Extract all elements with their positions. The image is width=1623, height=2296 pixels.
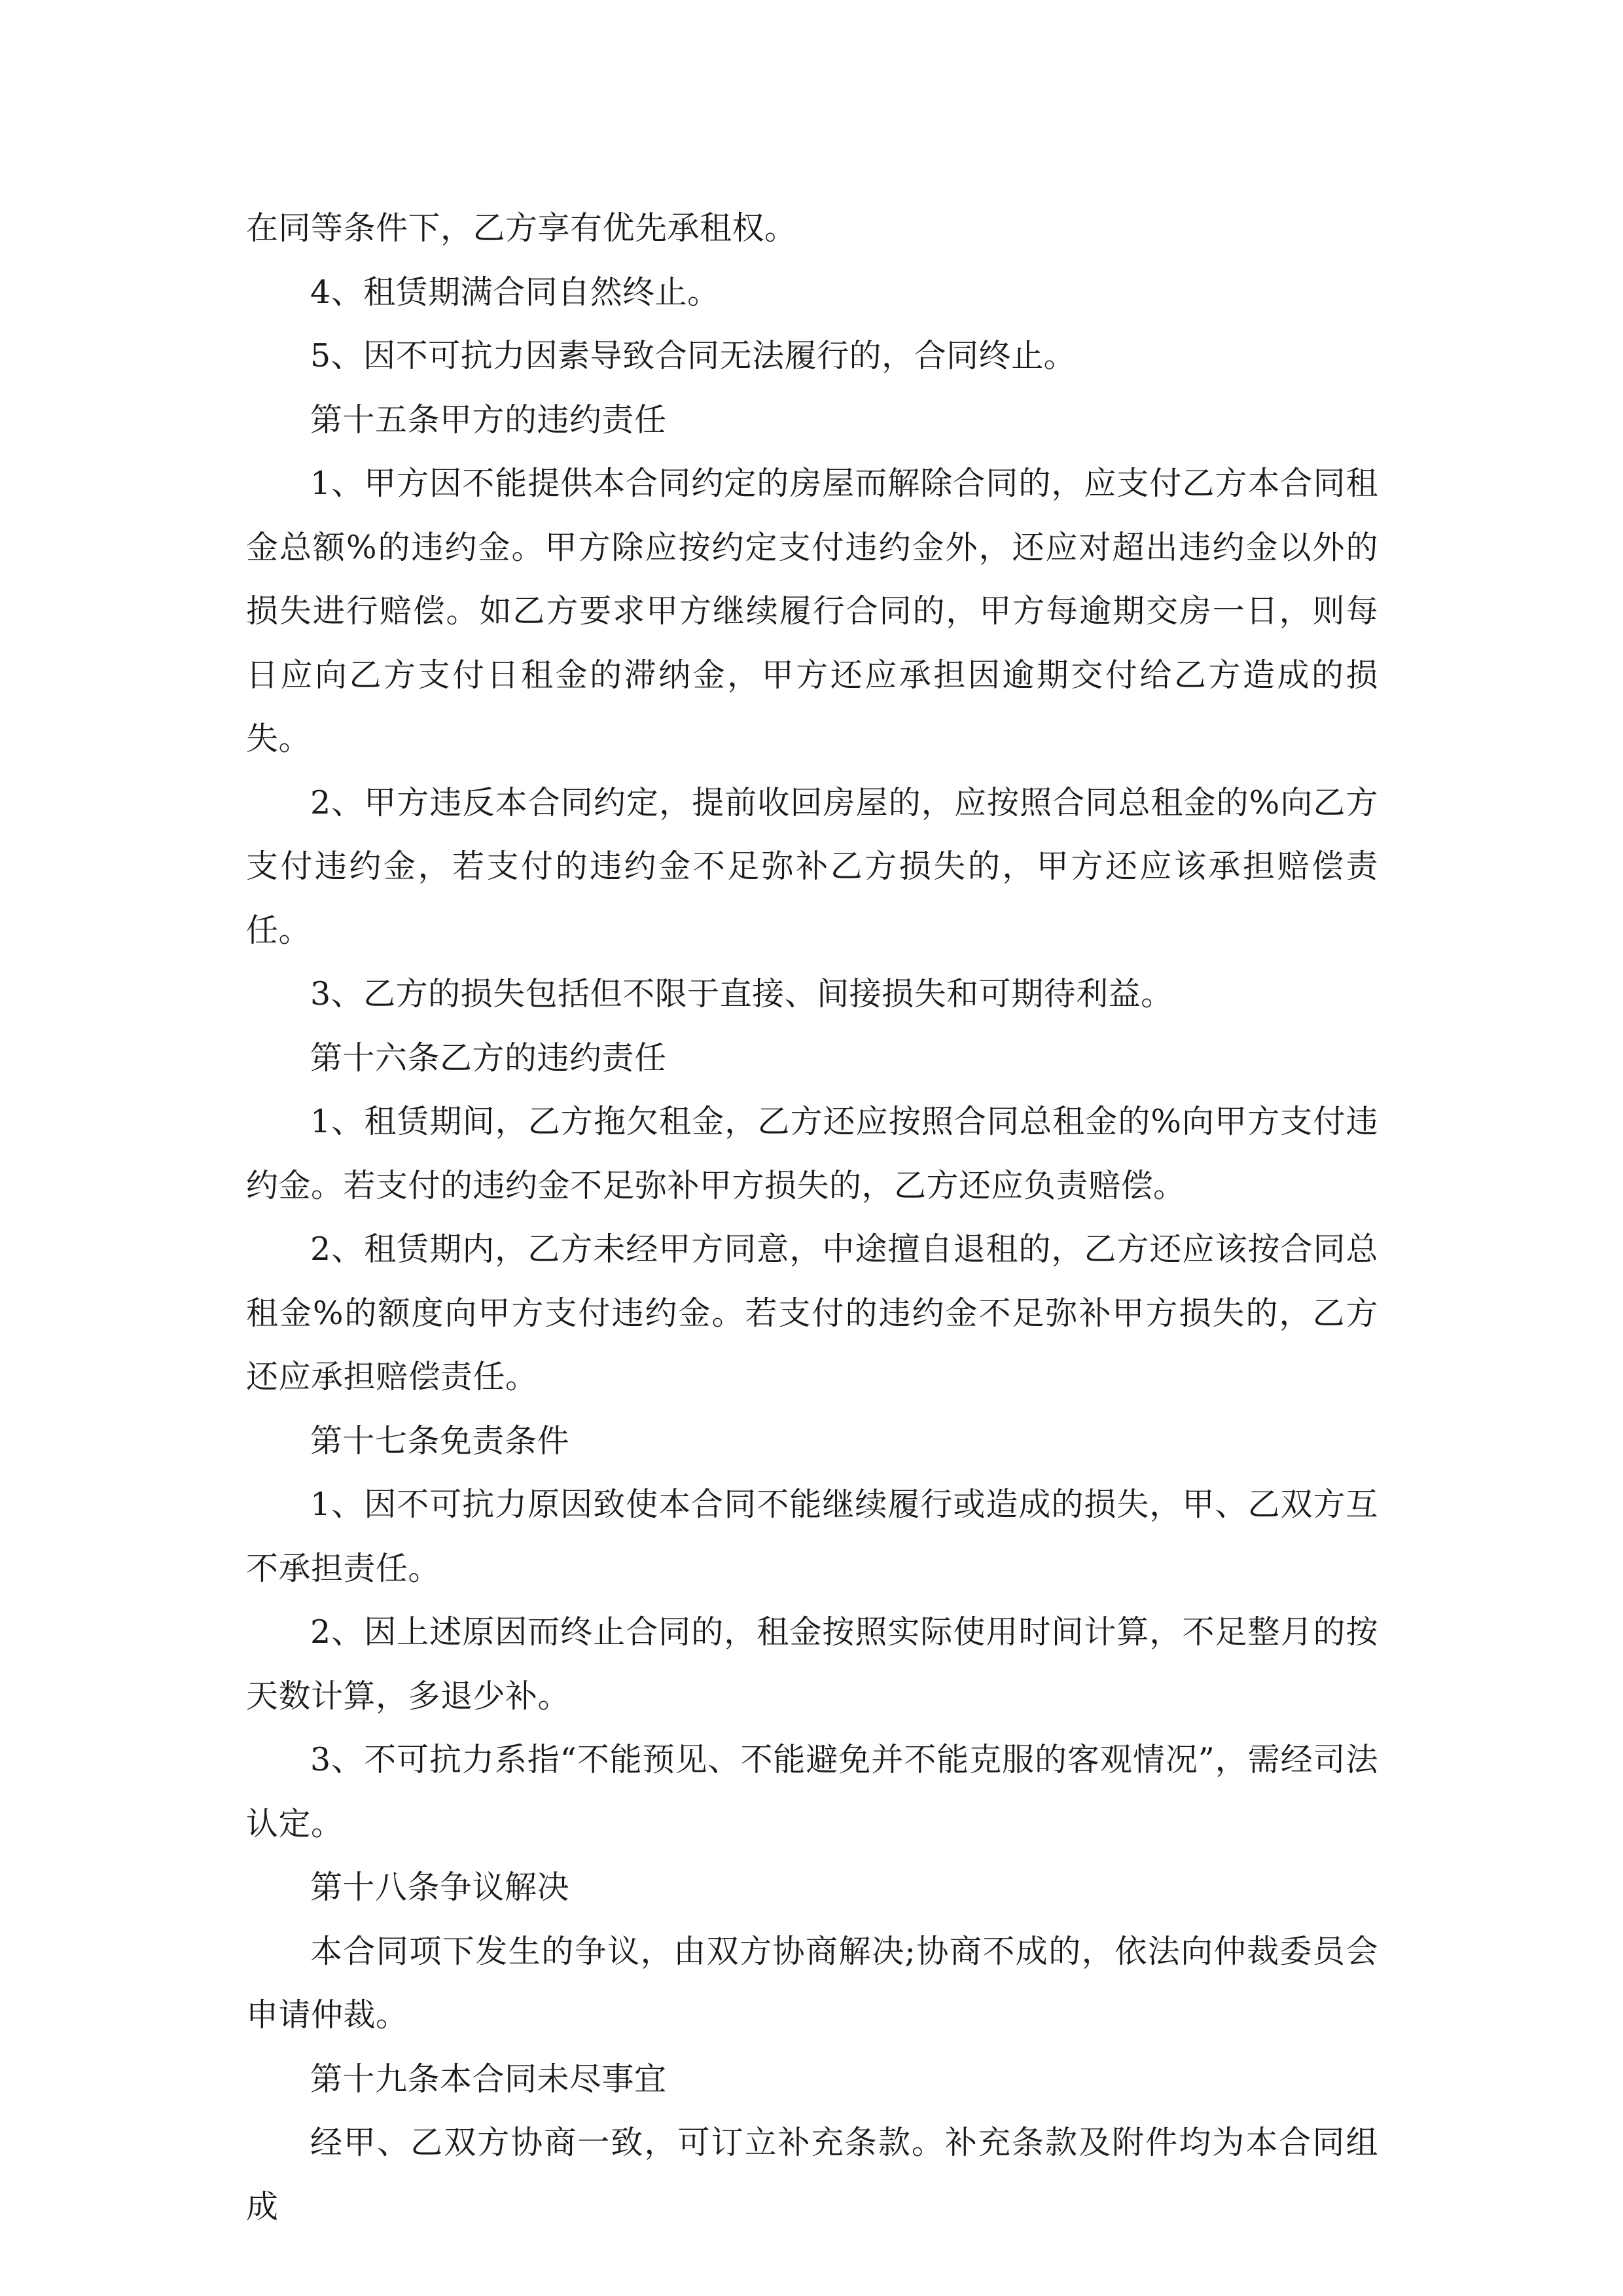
section-heading: 第十六条乙方的违约责任 xyxy=(310,1039,667,1077)
paragraph: 经甲、乙双方协商一致，可订立补充条款。补充条款及附件均为本合同组成 xyxy=(246,2124,1378,2225)
paragraph: 2、因上述原因而终止合同的，租金按照实际使用时间计算，不足整月的按天数计算，多退少补。 xyxy=(246,1613,1378,1715)
paragraph: 1、租赁期间，乙方拖欠租金，乙方还应按照合同总租金的%向甲方支付违约金。若支付的违约金不足弥补甲方损失的，乙方还应负责赔偿。 xyxy=(246,1103,1378,1204)
paragraph: 4、租赁期满合同自然终止。 xyxy=(310,273,720,311)
paragraph: 在同等条件下，乙方享有优先承租权。 xyxy=(246,209,797,247)
document-body xyxy=(246,196,1378,2238)
paragraph: 本合同项下发生的争议，由双方协商解决;协商不成的，依法向仲裁委员会申请仲裁。 xyxy=(246,1932,1378,2034)
section-heading: 第十五条甲方的违约责任 xyxy=(310,401,667,439)
section-heading: 第十九条本合同未尽事宜 xyxy=(310,2060,667,2098)
paragraph: 2、租赁期内，乙方未经甲方同意，中途擅自退租的，乙方还应该按合同总租金%的额度向甲方支付违约金。若支付的违约金不足弥补甲方损失的，乙方还应承担赔偿责任。 xyxy=(246,1230,1378,1395)
paragraph: 5、因不可抗力因素导致合同无法履行的，合同终止。 xyxy=(310,337,1077,374)
paragraph: 1、甲方因不能提供本合同约定的房屋而解除合同的，应支付乙方本合同租金总额%的违约金。甲方除应按约定支付违约金外，还应对超出违约金以外的损失进行赔偿。如乙方要求甲方继续履行合同的，甲方每逾期交房一日，则每日应向乙方支付日租金的滞纳金，甲方还应承担因逾期交付给乙方造成的损失。 xyxy=(246,465,1378,757)
paragraph: 3、乙方的损失包括但不限于直接、间接损失和可期待利益。 xyxy=(310,975,1173,1013)
section-heading: 第十七条免责条件 xyxy=(310,1422,570,1460)
paragraph: 3、不可抗力系指“不能预见、不能避免并不能克服的客观情况”，需经司法认定。 xyxy=(246,1741,1378,1842)
paragraph: 1、因不可抗力原因致使本合同不能继续履行或造成的损失，甲、乙双方互不承担责任。 xyxy=(246,1486,1378,1587)
paragraph: 2、甲方违反本合同约定，提前收回房屋的，应按照合同总租金的%向乙方支付违约金，若支付的违约金不足弥补乙方损失的，甲方还应该承担赔偿责任。 xyxy=(246,783,1378,949)
section-heading: 第十八条争议解决 xyxy=(310,1869,570,1906)
